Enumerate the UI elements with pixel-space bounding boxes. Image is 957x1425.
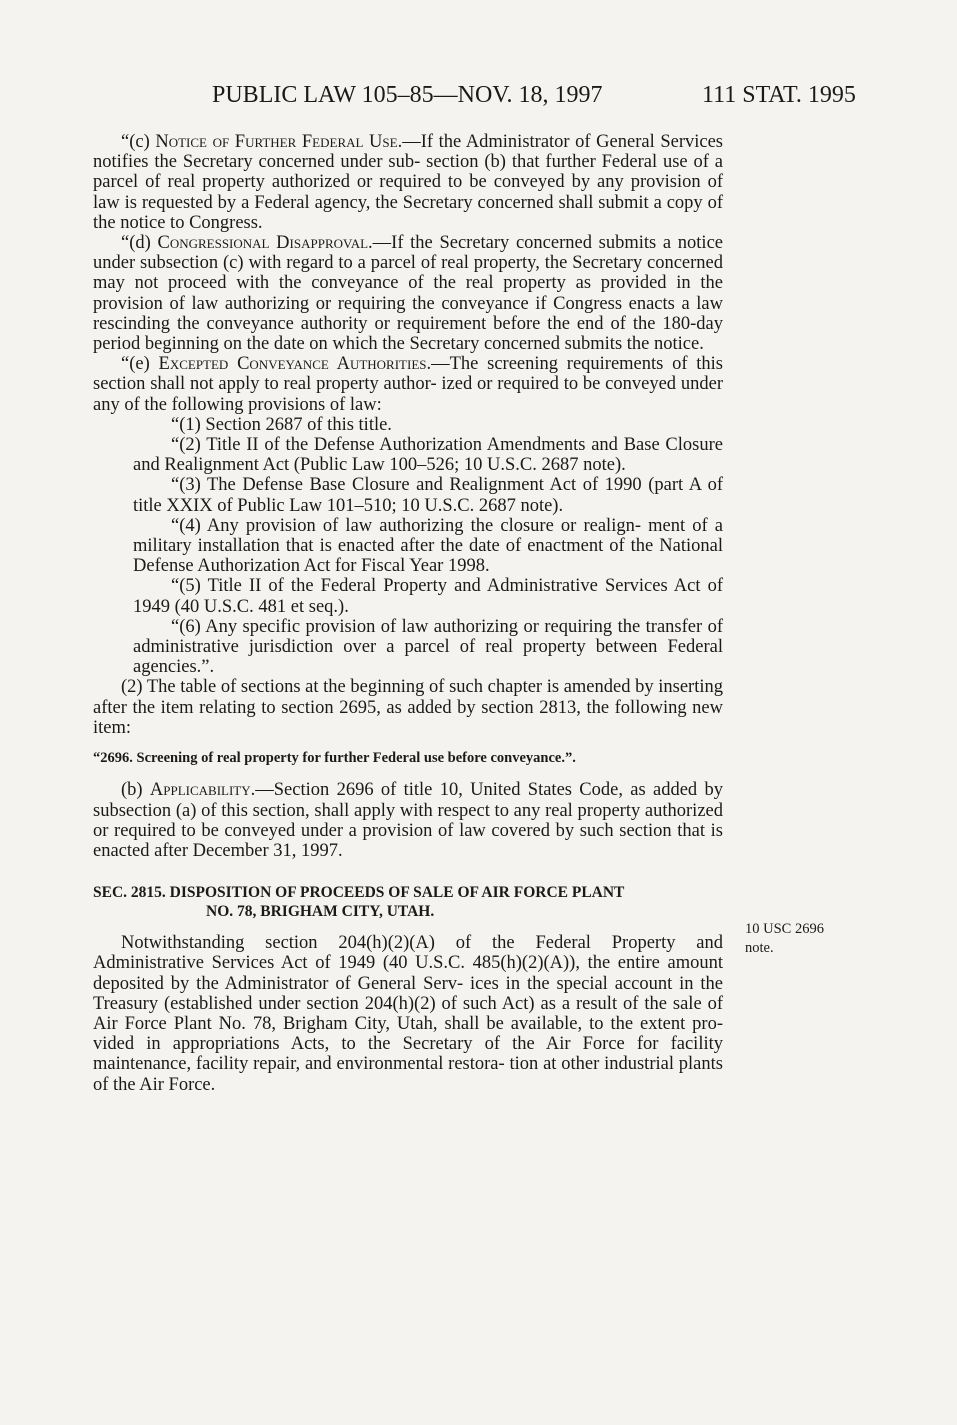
table-new-item: “2696. Screening of real property for further Federal use before conveyance.”. xyxy=(93,750,576,767)
subsection-c xyxy=(93,132,723,233)
subsection-e-heading: Excepted Conveyance Authorities. xyxy=(158,354,432,375)
applicability-paragraph xyxy=(93,780,723,861)
section-2815-heading-line1: SEC. 2815. DISPOSITION OF PROCEEDS OF SALE OF AIR FORCE PLANT xyxy=(93,884,625,902)
page-body xyxy=(93,132,723,1095)
exception-item: “(4) Any provision of law authorizing the closure or realign- ment of a military installation that is enacted after the date of enactment of the National Defense Authorization Act for Fiscal Year 1998. xyxy=(133,515,723,577)
section-2815-heading xyxy=(93,883,723,921)
subsection-e-text: —The screening requirements of this section shall not apply to real property author- ized or required to be conveyed under any of the following provisions of law: xyxy=(93,354,724,415)
subsection-e-lead: “(e) xyxy=(121,354,150,375)
exception-item: “(5) Title II of the Federal Property and Administrative Services Act of 1949 (40 U.S.C. 481 et seq.). xyxy=(133,576,723,617)
exception-item: “(2) Title II of the Defense Authorization Amendments and Base Closure and Realignment Act (Public Law 100–526; 10 U.S.C. 2687 note). xyxy=(133,435,723,476)
subsection-d-text: —If the Secretary concerned submits a notice under subsection (c) with regard to a parcel of real property, the Secretary concerned may not proceed with the conveyance of the real property as provided in the provision of law authorizing or requiring the conveyance if Congress enacts a law rescinding the conveyance authority or requirement before the end of the 180-day period beginning on the date on which the Secretary concerned submits the notice. xyxy=(93,233,723,355)
section-2815-text: Notwithstanding section 204(h)(2)(A) of the Federal Property and Administrative Services Act of 1949 (40 U.S.C. 485(h)(2)(A)), the entire amount deposited by the Administrator of General Serv- ices in the special account in the Treasury (established under section 204(h)(2) of such Act) as a result of the sale of Air Force Plant No. 78, Brigham City, Utah, shall be available, to the extent pro- vided in appropriations Acts, to the Secretary of the Air Force for facility maintenance, facility repair, and environmental restora- tion at other industrial plants of the Air Force. xyxy=(93,933,723,1095)
section-2815-heading-line2: NO. 78, BRIGHAM CITY, UTAH. xyxy=(206,903,435,921)
exception-item: “(1) Section 2687 of this title. xyxy=(171,414,392,435)
header-page-number: 111 STAT. 1995 xyxy=(702,82,856,108)
subsection-e xyxy=(93,354,723,415)
header-title: PUBLIC LAW 105–85—NOV. 18, 1997 xyxy=(212,82,603,108)
subsection-c-heading: Notice of Further Federal Use. xyxy=(155,132,403,152)
margin-note xyxy=(745,920,845,958)
subsection-c-lead: “(c) xyxy=(121,132,150,152)
subsection-d-lead: “(d) xyxy=(121,233,151,254)
exception-item: “(3) The Defense Base Closure and Realignment Act of 1990 (part A of title XXIX of Public Law 101–510; 10 U.S.C. 2687 note). xyxy=(133,475,723,516)
applicability-lead: (b) xyxy=(121,780,143,801)
subsection-d xyxy=(93,233,723,354)
subsection-d-heading: Congressional Disapproval. xyxy=(157,233,373,254)
page-header xyxy=(0,82,957,116)
exception-item: “(6) Any specific provision of law authorizing or requiring the transfer of administrative jurisdiction over a parcel of real property between Federal agencies.”. xyxy=(133,616,723,678)
margin-note-line1: 10 USC 2696 xyxy=(745,921,824,937)
applicability-heading: Applicability. xyxy=(149,780,256,801)
applicability-text: —Section 2696 of title 10, United States Code, as added by subsection (a) of this section, shall apply with respect to any real property authorized or required to be conveyed under a provision of law covered by such section that is enacted after December 31, 1997. xyxy=(93,780,723,861)
subsection-c-text: —If the Administrator of General Services notifies the Secretary concerned under sub- section (b) that further Federal use of a parcel of real property authorized or required to be conveyed by any provision of law is requested by a Federal agency, the Secretary concerned shall submit a copy of the notice to Congress. xyxy=(93,132,723,233)
table-amendment: (2) The table of sections at the beginning of such chapter is amended by inserting after the item relating to section 2695, as added by section 2813, the following new item: xyxy=(93,677,723,738)
margin-note-line2: note. xyxy=(745,940,774,956)
